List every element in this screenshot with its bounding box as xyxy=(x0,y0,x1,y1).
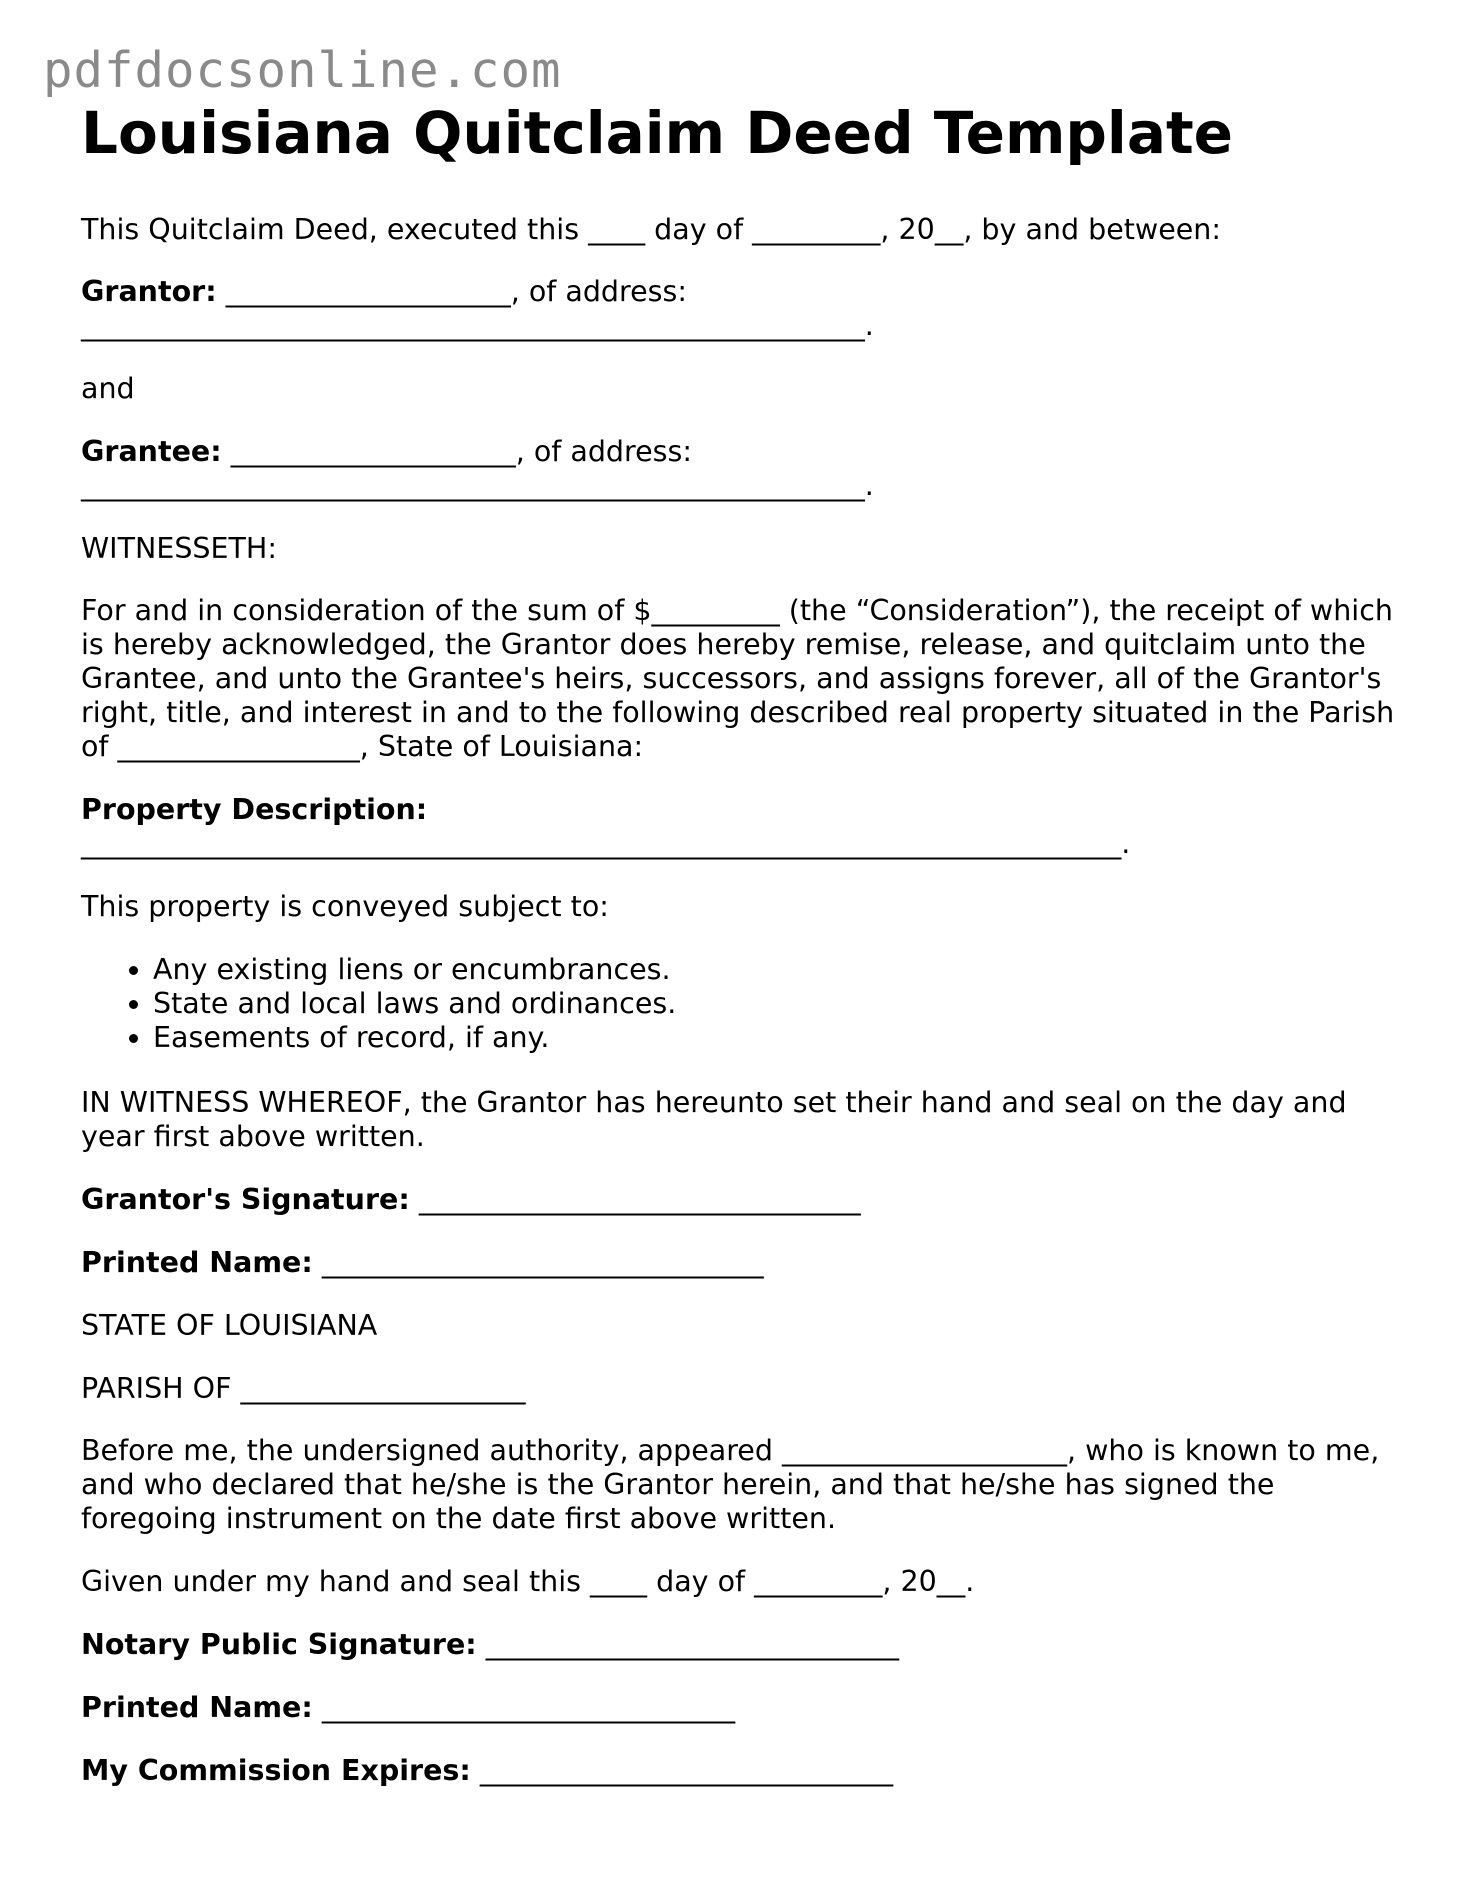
parish-line: PARISH OF ____________________ xyxy=(81,1372,526,1405)
printed-name-blank: _____________________________ xyxy=(312,1691,736,1724)
acknowledgment-paragraph: Before me, the undersigned authority, appeared ____________________, who is known to me, and who declared that he/she is the Grantor herein, and that he/she has signed the foregoing instrument on the date first above written. xyxy=(81,1434,1380,1535)
list-item: • Any existing liens or encumbrances. xyxy=(153,953,676,987)
list-item: • State and local laws and ordinances. xyxy=(153,987,676,1021)
witness-whereof-paragraph: IN WITNESS WHEREOF, the Grantor has hereunto set their hand and seal on the day and year first above written. xyxy=(81,1086,1347,1153)
intro-line: This Quitclaim Deed, executed this ____ day of _________, 20__, by and between: xyxy=(81,213,1221,246)
grantor-line xyxy=(81,275,687,309)
grantee-label: Grantee: xyxy=(81,435,222,468)
grantor-label: Grantor: xyxy=(81,275,217,308)
grantor-signature-blank: _______________________________ xyxy=(409,1183,861,1216)
consideration-paragraph: For and in consideration of the sum of $_________ (the “Consideration”), the receipt of which is hereby acknowledged, the Grantor does hereby remise, release, and quitclaim unto the Grantee, and unto the Grantee's heirs, successors, and assigns forever, all of the Grantor's right, title, and interest in and to the following described real property situated in the Parish of _________________, State of Louisiana: xyxy=(81,594,1395,763)
list-item: • Easements of record, if any. xyxy=(153,1021,676,1055)
watermark: pdfdocsonline.com xyxy=(43,42,562,99)
printed-name-blank: _______________________________ xyxy=(312,1246,764,1279)
subject-list xyxy=(81,953,676,1055)
notary-signature-line xyxy=(81,1628,899,1662)
state-line: STATE OF LOUISIANA xyxy=(81,1309,378,1342)
grantee-line xyxy=(81,435,692,469)
grantee-name-blank: ____________________, of address: xyxy=(221,435,692,468)
grantor-address-blank: _______________________________________________________. xyxy=(81,309,874,342)
printed-name-label: Printed Name: xyxy=(81,1691,313,1724)
notary-printed-name-line xyxy=(81,1691,735,1725)
document-title: Louisiana Quitclaim Deed Template xyxy=(81,99,1234,167)
notary-signature-blank: _____________________________ xyxy=(476,1628,900,1661)
witnesseth-heading: WITNESSETH: xyxy=(81,532,277,565)
grantor-name-blank: ____________________, of address: xyxy=(216,275,687,308)
commission-expires-blank: _____________________________ xyxy=(470,1754,894,1787)
grantor-signature-label: Grantor's Signature: xyxy=(81,1183,410,1216)
given-under-line: Given under my hand and seal this ____ day of _________, 20__. xyxy=(81,1565,975,1598)
property-description-label: Property Description: xyxy=(81,793,428,826)
printed-name-label: Printed Name: xyxy=(81,1246,313,1279)
grantor-signature-line xyxy=(81,1183,861,1217)
commission-expires-label: My Commission Expires: xyxy=(81,1754,471,1787)
grantee-address-blank: _______________________________________________________. xyxy=(81,469,874,502)
grantor-printed-name-line xyxy=(81,1246,764,1280)
property-description-blank: _________________________________________________________________________. xyxy=(81,827,1131,860)
subject-intro: This property is conveyed subject to: xyxy=(81,890,609,923)
and-text: and xyxy=(81,372,135,405)
commission-expires-line xyxy=(81,1754,893,1788)
notary-signature-label: Notary Public Signature: xyxy=(81,1628,477,1661)
